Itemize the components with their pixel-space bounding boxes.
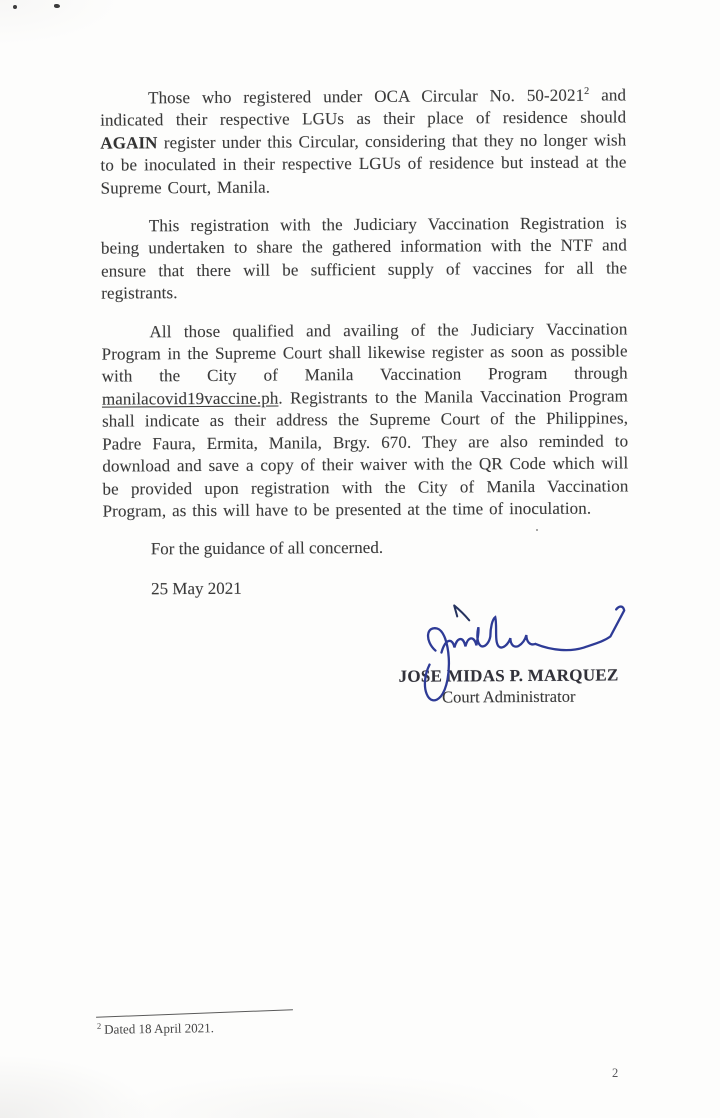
- paragraph: Those who registered under OCA Circular No. 50-2021$^2$ and indicated their respective LGUs as their place of residence should AGAIN register under this Circular, considering that they no longer wish to be inoculated in their respective LGUs of residence but instead at the Supreme Court, Manila.: [100, 85, 627, 198]
- signature-block: [103, 604, 630, 733]
- footnote-rule: [96, 1009, 293, 1018]
- footnote-marker: 2: [96, 1020, 102, 1031]
- pen-arrow-mark: [454, 605, 469, 620]
- footnote: [97, 1019, 214, 1038]
- document-content: [100, 84, 630, 732]
- signatory-name: JOSE MIDAS P. MARQUEZ: [398, 665, 619, 686]
- date-line: 25 May 2021: [151, 578, 242, 599]
- document-body: [100, 84, 629, 523]
- closing-line: For the guidance of all concerned.: [150, 538, 384, 559]
- signatory-title: Court Administrator: [441, 686, 576, 707]
- footnote-text: Dated 18 April 2021.: [104, 1020, 215, 1038]
- scan-speck: [54, 4, 60, 8]
- signatory: [388, 666, 630, 708]
- paragraph: All those qualified and availing of the Judiciary Vaccination Program in the Supreme Court shall likewise register as soon as possible with the City of Manila Vaccination Program through manilacovid19vaccine.ph. Registrants to the Manila Vaccination Program shall indicate as their address the Supreme Court of the Philippines, Padre Faura, Ermita, Manila, Brgy. 670. They are also reminded to download and save a copy of their waiver with the QR Code which will be provided upon registration with the City of Manila Vaccination Program, as this will have to be presented at the time of inoculation.: [101, 319, 629, 521]
- page-number: 2: [612, 1066, 619, 1080]
- scan-speck: [13, 5, 17, 9]
- paragraph: This registration with the Judiciary Vaccination Registration is being undertaken to share the gathered information with the NTF and ensure that there will be sufficient supply of vaccines for all the registrants.: [100, 213, 628, 303]
